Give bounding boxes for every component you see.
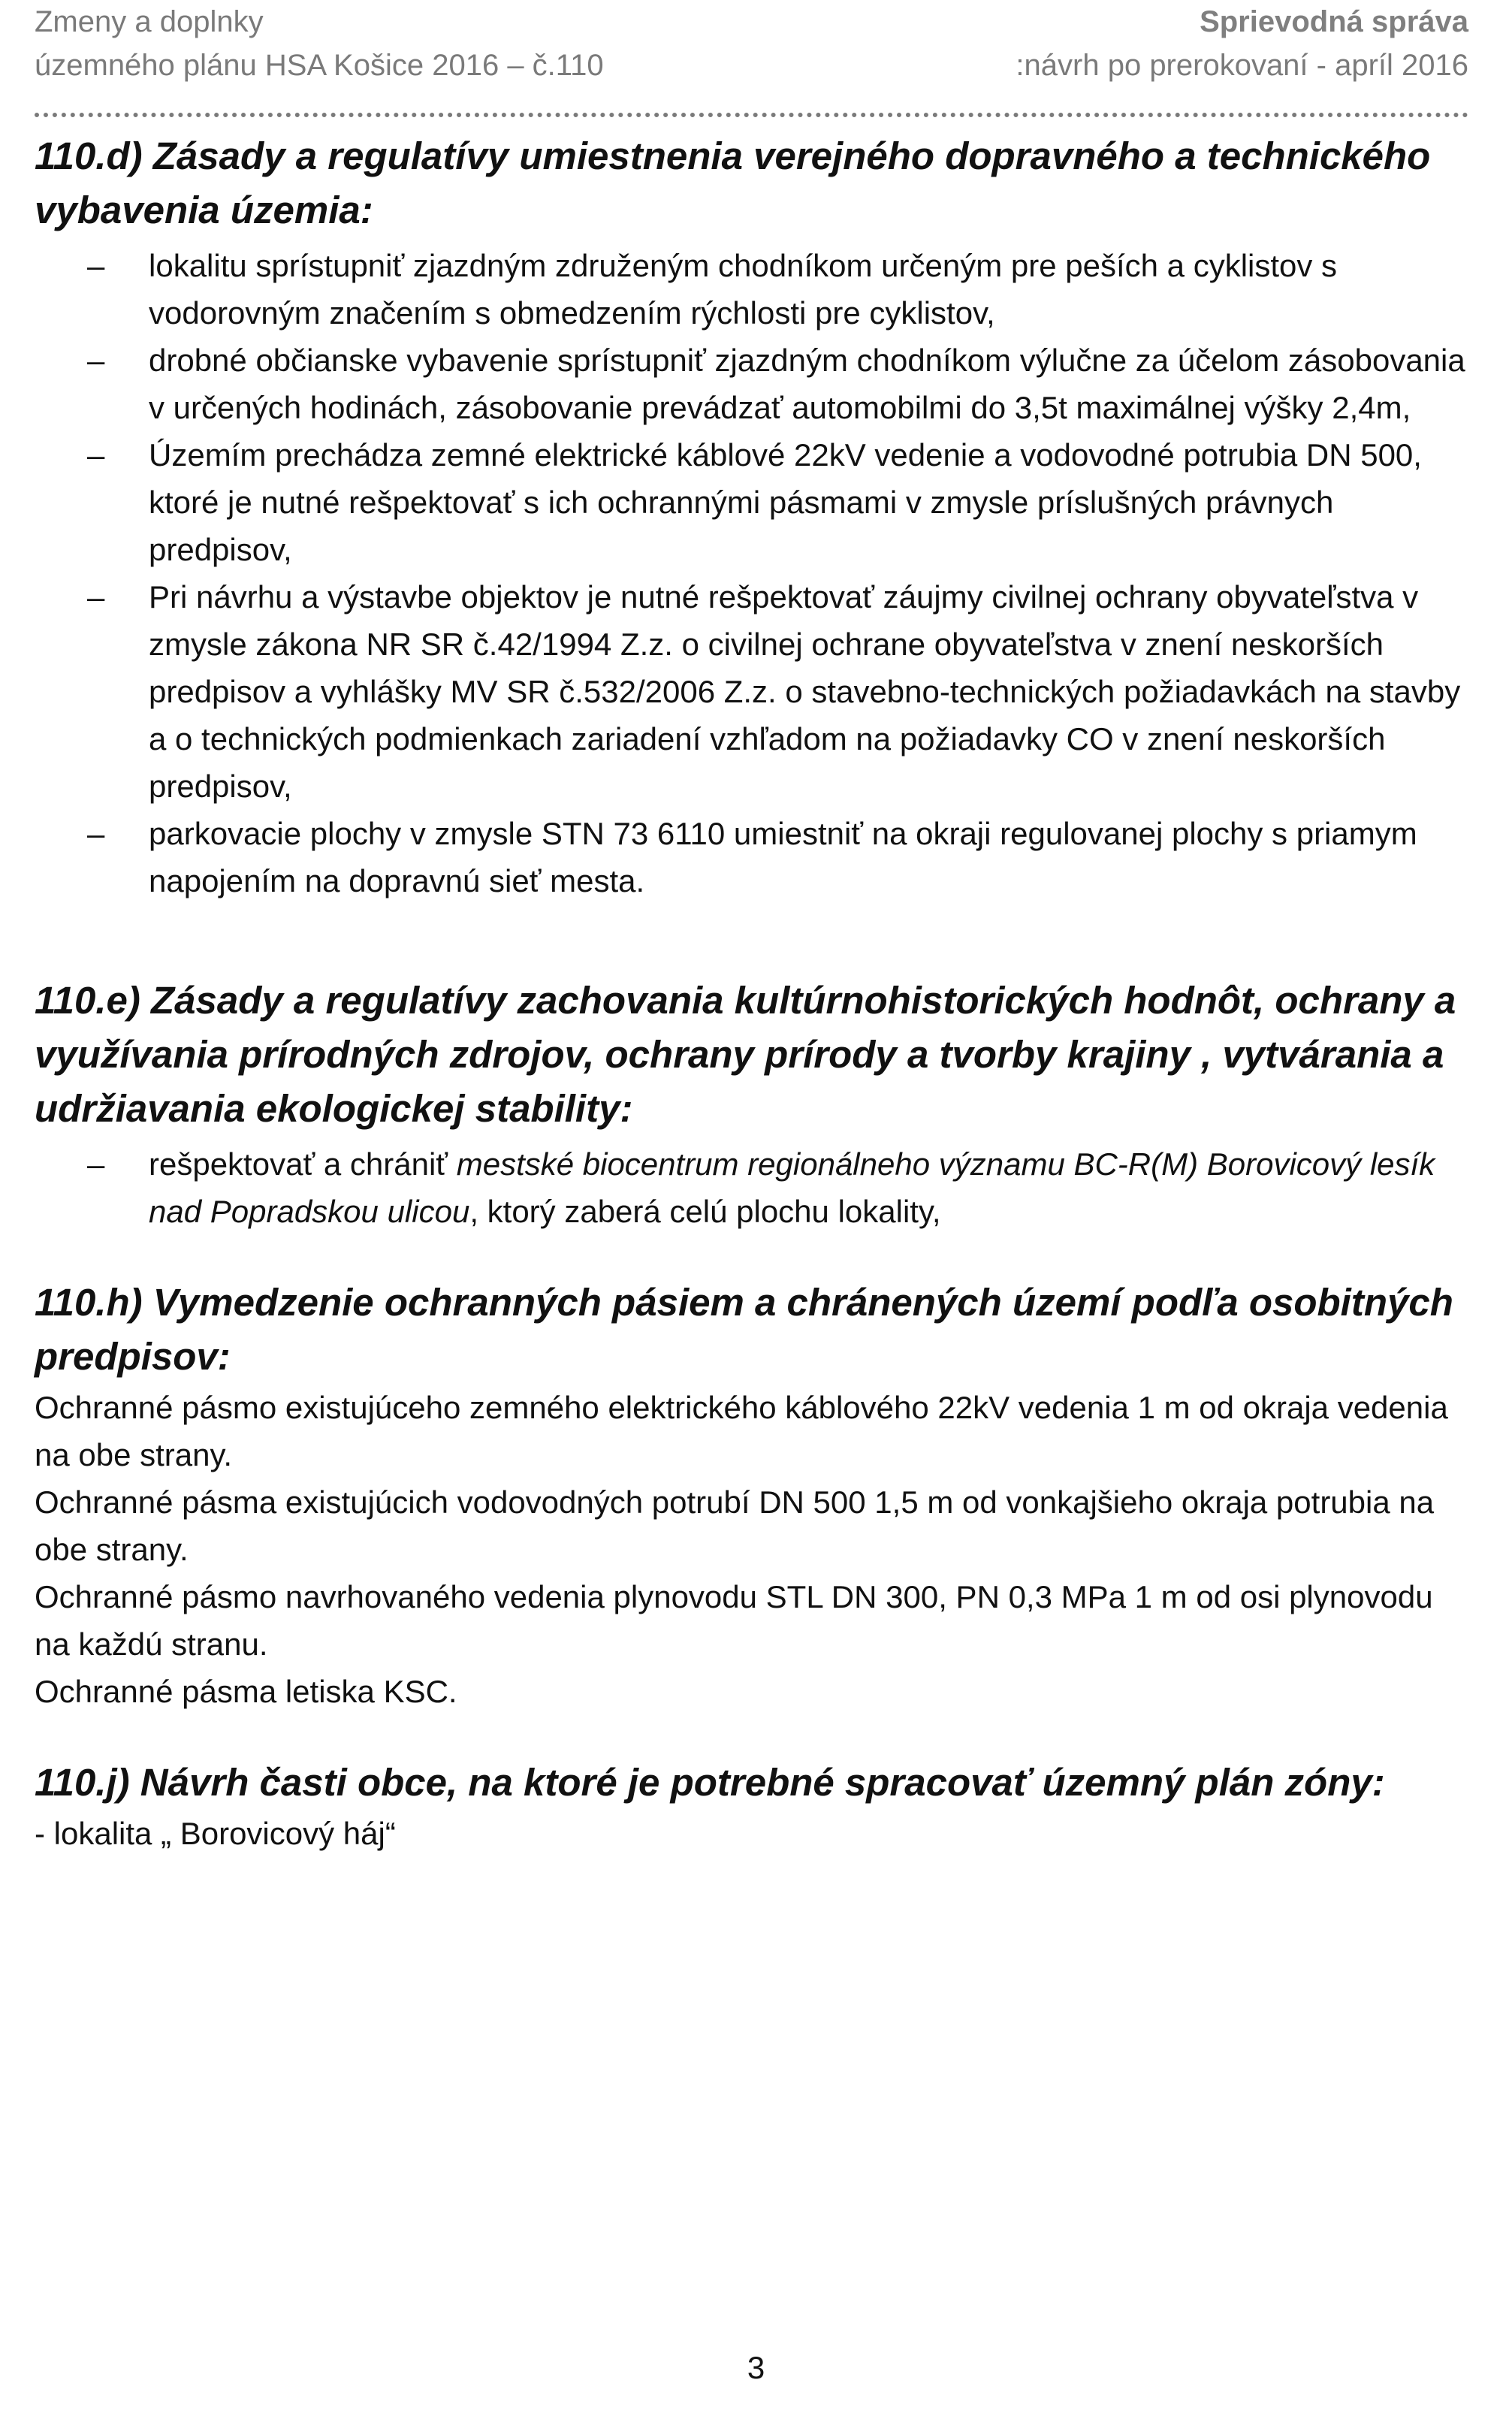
dash-bullet-icon: – — [87, 579, 105, 615]
paragraph: Ochranné pásma existujúcich vodovodných potrubí DN 500 1,5 m od vonkajšieho okraja potrubia na obe strany. — [35, 1484, 1435, 1567]
section-heading: 110.d) Zásady a regulatívy umiestnenia verejného dopravného a technického vybavenia územia: — [35, 134, 1431, 231]
list-item — [35, 810, 1468, 904]
biocentrum-name: mestské biocentrum regionálneho významu BC-R(M) Borovicový lesík nad Popradskou ulicou — [149, 1146, 1435, 1229]
list-item — [35, 337, 1468, 431]
list-item — [35, 573, 1468, 810]
document-header-right — [1016, 0, 1468, 87]
list-item — [35, 242, 1468, 337]
section-heading: 110.j) Návrh časti obce, na ktoré je potrebné spracovať územný plán zóny: — [35, 1761, 1385, 1804]
paragraph: Ochranné pásmo navrhovaného vedenia plynovodu STL DN 300, PN 0,3 MPa 1 m od osi plynovodu na každú stranu. — [35, 1579, 1433, 1662]
header-title: Zmeny a doplnky — [35, 5, 264, 38]
section-110d — [35, 129, 1468, 904]
list-item-text: Územím prechádza zemné elektrické káblové 22kV vedenie a vodovodné potrubia DN 500, ktoré je nutné rešpektovať s ich ochrannými pásmami v zmysle príslušných právnych predpisov, — [149, 437, 1422, 567]
bullet-list — [35, 242, 1468, 904]
header-version: :návrh po prerokovaní - apríl 2016 — [1016, 49, 1468, 82]
section-heading: 110.e) Zásady a regulatívy zachovania kultúrnohistorických hodnôt, ochrany a využívania prírodných zdrojov, ochrany prírody a tvorby krajiny , vytvárania a udržiavania ekologickej stability: — [35, 979, 1456, 1130]
list-item-text: parkovacie plochy v zmysle STN 73 6110 umiestniť na okraji regulovanej plochy s priamym napojením na dopravnú sieť mesta. — [149, 816, 1417, 898]
paragraph: - lokalita „ Borovicový háj“ — [35, 1816, 396, 1851]
paragraph: Ochranné pásma letiska KSC. — [35, 1674, 457, 1709]
header-dotted-divider — [35, 113, 1468, 117]
document-header-left — [35, 0, 604, 87]
section-110j — [35, 1756, 1468, 1857]
list-item-suffix: , ktorý zaberá celú plochu lokality, — [469, 1194, 941, 1229]
document-body — [35, 129, 1468, 1857]
bullet-list — [35, 1140, 1468, 1235]
dash-bullet-icon: – — [87, 437, 105, 473]
list-item-text: Pri návrhu a výstavbe objektov je nutné rešpektovať záujmy civilnej ochrany obyvateľstva v zmysle zákona NR SR č.42/1994 Z.z. o civilnej ochrane obyvateľstva v znení neskorších predpisov a vyhlášky MV SR č.532/2006 Z.z. o stavebno-technických požiadavkách na stavby a o technických podmienkach zariadení vzhľadom na požiadavky CO v znení neskorších predpisov, — [149, 579, 1461, 804]
list-item-text: drobné občianske vybavenie sprístupniť zjazdným chodníkom výlučne za účelom zásobovania v určených hodinách, zásobovanie prevádzať automobilmi do 3,5t maximálnej výšky 2,4m, — [149, 343, 1465, 425]
dash-bullet-icon: – — [87, 1146, 105, 1182]
section-heading: 110.h) Vymedzenie ochranných pásiem a chránených území podľa osobitných predpisov: — [35, 1281, 1453, 1378]
dash-bullet-icon: – — [87, 343, 105, 378]
page-number: 3 — [747, 2350, 765, 2385]
section-110h — [35, 1276, 1468, 1715]
list-item — [35, 431, 1468, 573]
list-item-text: lokalitu sprístupniť zjazdným združeným chodníkom určeným pre peších a cyklistov s vodorovným značením s obmedzením rýchlosti pre cyklistov, — [149, 248, 1338, 331]
header-subtitle: územného plánu HSA Košice 2016 – č.110 — [35, 49, 604, 82]
paragraph: Ochranné pásmo existujúceho zemného elektrického káblového 22kV vedenia 1 m od okraja vedenia na obe strany. — [35, 1390, 1448, 1472]
dash-bullet-icon: – — [87, 816, 105, 851]
dash-bullet-icon: – — [87, 248, 105, 283]
header-document-type: Sprievodná správa — [1200, 5, 1468, 38]
section-110e — [35, 974, 1468, 1235]
list-item — [35, 1140, 1468, 1235]
list-item-prefix: rešpektovať a chrániť — [149, 1146, 457, 1182]
